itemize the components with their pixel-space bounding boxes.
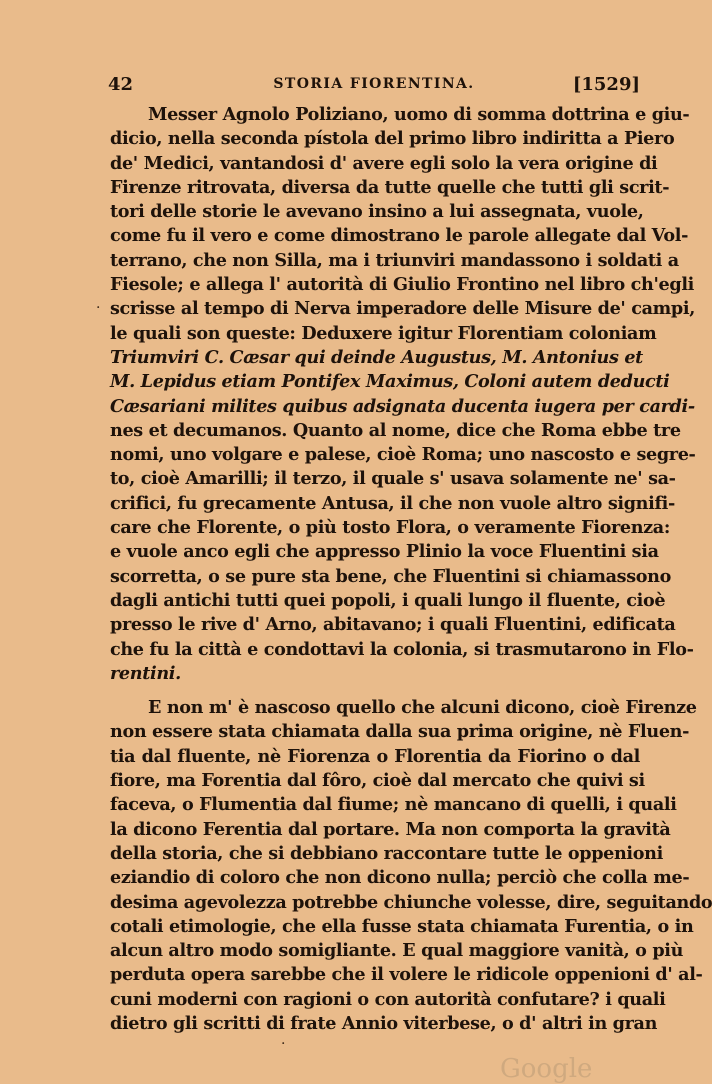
latin-quote-line: Cæsariani milites quibus adsignata ducenta iugera per cardi-: [110, 395, 695, 417]
text-line: Messer Agnolo Poliziano, uomo di somma dottrina e giu-: [148, 104, 690, 125]
text-line: tia dal fluente, nè Fiorenza o Florentia da Fiorino o dal: [110, 745, 640, 767]
running-title: STORIA FIORENTINA.: [273, 76, 475, 92]
latin-quote-line: M. Lepidus etiam Pontifex Maximus, Coloni autem deducti: [110, 371, 670, 393]
text-line: dicio, nella seconda pístola del primo libro indiritta a Piero: [110, 128, 675, 150]
text-line: de' Medici, vantandosi d' avere egli solo la vera origine di: [110, 152, 658, 174]
text-line: non essere stata chiamata dalla sua prima origine, nè Fluen-: [110, 721, 690, 743]
text-line: to, cioè Amarilli; il terzo, il quale s' usava solamente ne' sa-: [110, 468, 676, 490]
running-header: [108, 74, 640, 96]
text-line: crifici, fu grecamente Antusa, il che non vuole altro signifi-: [110, 492, 675, 514]
text-line: terrano, che non Silla, ma i triunviri mandassono i soldati a: [110, 249, 679, 271]
paragraph-gap: [110, 686, 640, 696]
text-line: Firenze ritrovata, diversa da tutte quelle che tutti gli scrit-: [110, 176, 670, 198]
text-line: nomi, uno volgare e palese, cioè Roma; uno nascosto e segre-: [110, 444, 696, 466]
text-line: scorretta, o se pure sta bene, che Fluentini si chiamassono: [110, 565, 671, 587]
text-line: care che Florente, o più tosto Flora, o veramente Fiorenza:: [110, 517, 670, 539]
text-line: fiore, ma Forentia dal fôro, cioè dal mercato che quivi si: [110, 770, 645, 792]
text-line: Fiesole; e allega l' autorità di Giulio Frontino nel libro ch'egli: [110, 274, 694, 296]
text-line: cotali etimologie, che ella fusse stata chiamata Furentia, o in: [110, 915, 694, 937]
page-number: 42: [108, 74, 134, 95]
text-line: E non m' è nascoso quello che alcuni dicono, cioè Firenze: [148, 697, 697, 719]
latin-quote-line: Triumviri C. Cæsar qui deinde Augustus, M. Antonius et: [110, 346, 643, 368]
text-line: rentini.: [110, 662, 181, 684]
text-line: che fu la città e condottavi la colonia, si trasmutarono in Flo-: [110, 638, 694, 660]
text-line: le quali son queste: Deduxere igitur Florentiam coloniam: [110, 322, 657, 344]
text-line: tori delle storie le avevano insino a lui assegnata, vuole,: [110, 201, 644, 223]
margin-dot: ·: [96, 300, 101, 316]
text-line: cuni moderni con ragioni o con autorità confutare? i quali: [110, 988, 666, 1010]
text-line: nes et decumanos. Quanto al nome, dice che Roma ebbe tre: [110, 419, 681, 441]
text-line: la dicono Ferentia dal portare. Ma non comporta la gravità: [110, 818, 671, 840]
text-line: come fu il vero e come dimostrano le parole allegate dal Vol-: [110, 225, 689, 247]
text-line: scrisse al tempo di Nerva imperadore delle Misure de' campi,: [110, 298, 695, 320]
text-line: presso le rive d' Arno, abitavano; i quali Fluentini, edificata: [110, 614, 676, 636]
year-marker: [1529]: [572, 74, 640, 95]
text-line: eziandio di coloro che non dicono nulla; perciò che colla me-: [110, 867, 690, 889]
text-line: perduta opera sarebbe che il volere le ridicole oppenioni d' al-: [110, 964, 703, 986]
text-line: dagli antichi tutti quei popoli, i quali lungo il fluente, cioè: [110, 589, 666, 611]
text-line: desima agevolezza potrebbe chiunche volesse, dire, seguitando: [110, 891, 712, 913]
google-watermark: Google: [500, 1054, 593, 1084]
bottom-dot: ·: [281, 1036, 286, 1052]
text-line: e vuole anco egli che appresso Plinio la voce Fluentini sia: [110, 541, 659, 563]
text-line: faceva, o Flumentia dal fiume; nè mancano di quelli, i quali: [110, 794, 677, 816]
text-line: della storia, che si debbiano raccontare tutte le oppenioni: [110, 842, 663, 864]
body-text: [110, 103, 712, 1036]
text-line: dietro gli scritti di frate Annio viterbese, o d' altri in gran: [110, 1012, 658, 1034]
text-line: alcun altro modo somigliante. E qual maggiore vanità, o più: [110, 940, 684, 962]
